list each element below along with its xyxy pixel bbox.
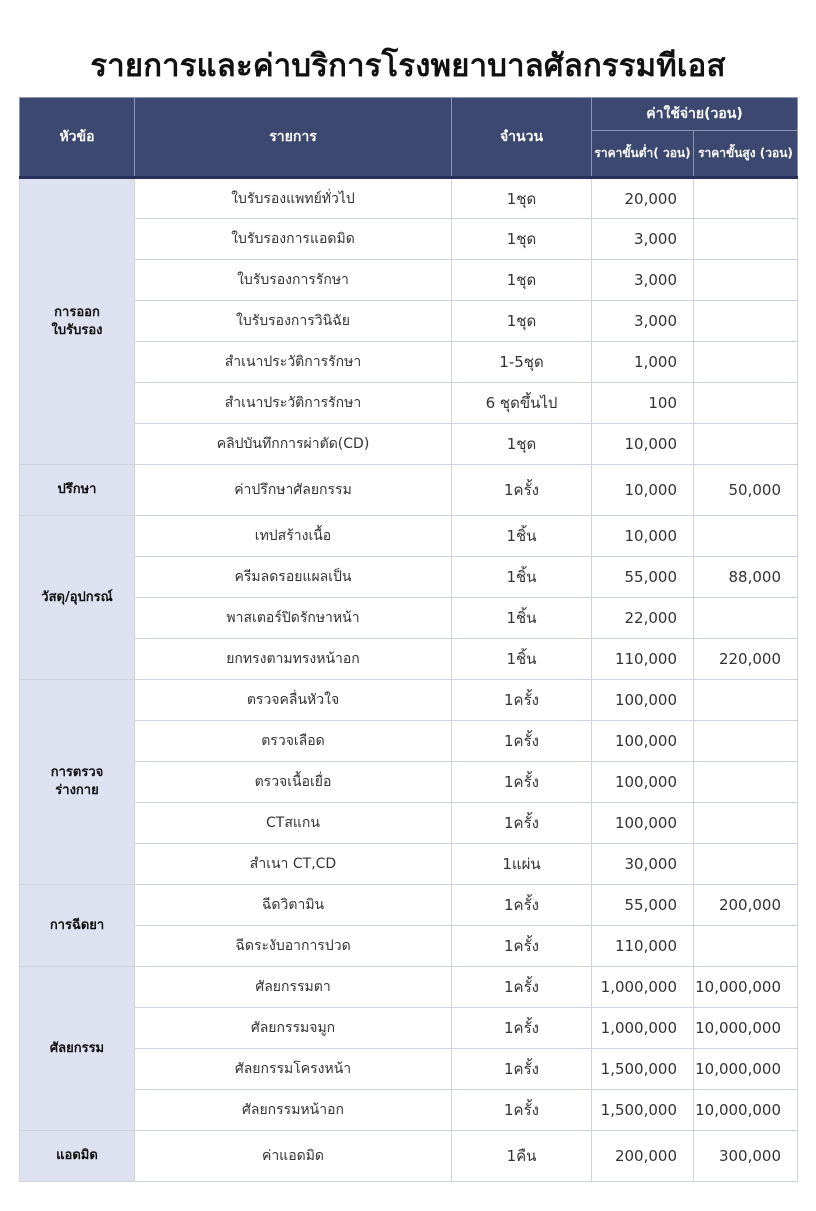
max-price-cell xyxy=(694,803,798,844)
item-cell: ศัลยกรรมจมูก xyxy=(135,1008,452,1049)
min-price-cell: 1,500,000 xyxy=(592,1049,694,1090)
min-price-cell: 1,000 xyxy=(592,342,694,383)
quantity-cell: 1ชิ้น xyxy=(452,598,592,639)
min-price-cell: 3,000 xyxy=(592,260,694,301)
min-price-cell: 1,000,000 xyxy=(592,1008,694,1049)
min-price-cell: 3,000 xyxy=(592,301,694,342)
page-title: รายการและค่าบริการโรงพยาบาลศัลกรรมทีเอส xyxy=(90,48,726,84)
quantity-cell: 1ครั้ง xyxy=(452,926,592,967)
quantity-cell: 1ชิ้น xyxy=(452,516,592,557)
max-price-cell xyxy=(694,301,798,342)
category-cell: การออก ใบรับรอง xyxy=(20,178,135,465)
item-cell: ใบรับรองการแอดมิด xyxy=(135,219,452,260)
item-cell: CTสแกน xyxy=(135,803,452,844)
min-price-cell: 10,000 xyxy=(592,516,694,557)
min-price-cell: 55,000 xyxy=(592,557,694,598)
min-price-cell: 100 xyxy=(592,383,694,424)
item-cell: ศัลยกรรมหน้าอก xyxy=(135,1090,452,1131)
quantity-cell: 1แผ่น xyxy=(452,844,592,885)
table-row xyxy=(20,178,798,219)
min-price-cell: 100,000 xyxy=(592,721,694,762)
max-price-cell: 220,000 xyxy=(694,639,798,680)
table-body xyxy=(20,178,798,1182)
max-price-cell: 300,000 xyxy=(694,1131,798,1182)
table-row xyxy=(20,260,798,301)
header-min-price: ราคาขั้นต่ำ( วอน) xyxy=(592,131,694,178)
item-cell: ตรวจคลื่นหัวใจ xyxy=(135,680,452,721)
max-price-cell xyxy=(694,260,798,301)
table-row xyxy=(20,967,798,1008)
table-row xyxy=(20,342,798,383)
item-cell: สำเนาประวัติการรักษา xyxy=(135,383,452,424)
table-row xyxy=(20,762,798,803)
quantity-cell: 1ครั้ง xyxy=(452,885,592,926)
item-cell: ฉีดระงับอาการปวด xyxy=(135,926,452,967)
category-cell: การฉีดยา xyxy=(20,885,135,967)
max-price-cell: 10,000,000 xyxy=(694,1008,798,1049)
max-price-cell: 88,000 xyxy=(694,557,798,598)
table-row xyxy=(20,1131,798,1182)
item-cell: ใบรับรองการวินิฉัย xyxy=(135,301,452,342)
item-cell: ค่าปรึกษาศัลยกรรม xyxy=(135,465,452,516)
table-row xyxy=(20,301,798,342)
table-row xyxy=(20,424,798,465)
max-price-cell: 10,000,000 xyxy=(694,1049,798,1090)
category-cell: ศัลยกรรม xyxy=(20,967,135,1131)
quantity-cell: 1ครั้ง xyxy=(452,721,592,762)
table-row xyxy=(20,721,798,762)
table-row xyxy=(20,557,798,598)
min-price-cell: 22,000 xyxy=(592,598,694,639)
quantity-cell: 1ชุด xyxy=(452,424,592,465)
max-price-cell: 50,000 xyxy=(694,465,798,516)
category-cell: การตรวจ ร่างกาย xyxy=(20,680,135,885)
item-cell: ยกทรงตามทรงหน้าอก xyxy=(135,639,452,680)
item-cell: เทปสร้างเนื้อ xyxy=(135,516,452,557)
item-cell: ใบรับรองแพทย์ทั่วไป xyxy=(135,178,452,219)
table-row xyxy=(20,885,798,926)
min-price-cell: 10,000 xyxy=(592,424,694,465)
item-cell: ใบรับรองการรักษา xyxy=(135,260,452,301)
max-price-cell xyxy=(694,721,798,762)
min-price-cell: 110,000 xyxy=(592,639,694,680)
table-row xyxy=(20,516,798,557)
quantity-cell: 1ครั้ง xyxy=(452,1090,592,1131)
quantity-cell: 1ครั้ง xyxy=(452,465,592,516)
min-price-cell: 1,000,000 xyxy=(592,967,694,1008)
quantity-cell: 1ชุด xyxy=(452,219,592,260)
item-cell: สำเนา CT,CD xyxy=(135,844,452,885)
category-cell: แอดมิด xyxy=(20,1131,135,1182)
min-price-cell: 10,000 xyxy=(592,465,694,516)
min-price-cell: 1,500,000 xyxy=(592,1090,694,1131)
min-price-cell: 100,000 xyxy=(592,762,694,803)
quantity-cell: 1ครั้ง xyxy=(452,762,592,803)
header-quantity: จำนวน xyxy=(452,98,592,178)
min-price-cell: 3,000 xyxy=(592,219,694,260)
quantity-cell: 1ครั้ง xyxy=(452,680,592,721)
category-cell: วัสดุ/อุปกรณ์ xyxy=(20,516,135,680)
quantity-cell: 1ครั้ง xyxy=(452,1049,592,1090)
max-price-cell xyxy=(694,219,798,260)
max-price-cell xyxy=(694,926,798,967)
min-price-cell: 100,000 xyxy=(592,680,694,721)
table-row xyxy=(20,680,798,721)
quantity-cell: 6 ชุดขึ้นไป xyxy=(452,383,592,424)
quantity-cell: 1ชุด xyxy=(452,260,592,301)
max-price-cell xyxy=(694,424,798,465)
table-row xyxy=(20,803,798,844)
table-row xyxy=(20,598,798,639)
table-row xyxy=(20,383,798,424)
price-table xyxy=(19,97,798,1182)
max-price-cell: 200,000 xyxy=(694,885,798,926)
item-cell: ตรวจเนื้อเยื่อ xyxy=(135,762,452,803)
table-row xyxy=(20,639,798,680)
item-cell: พาสเตอร์ปิดรักษาหน้า xyxy=(135,598,452,639)
min-price-cell: 30,000 xyxy=(592,844,694,885)
min-price-cell: 20,000 xyxy=(592,178,694,219)
table-row xyxy=(20,1049,798,1090)
item-cell: ฉีดวิตามิน xyxy=(135,885,452,926)
max-price-cell xyxy=(694,342,798,383)
quantity-cell: 1ครั้ง xyxy=(452,803,592,844)
quantity-cell: 1-5ชุด xyxy=(452,342,592,383)
item-cell: คลิปบันทึกการผ่าตัด(CD) xyxy=(135,424,452,465)
max-price-cell xyxy=(694,178,798,219)
item-cell: ครีมลดรอยแผลเป็น xyxy=(135,557,452,598)
item-cell: ศัลยกรรมโครงหน้า xyxy=(135,1049,452,1090)
table-header xyxy=(20,98,798,178)
item-cell: ศัลยกรรมตา xyxy=(135,967,452,1008)
item-cell: ตรวจเลือด xyxy=(135,721,452,762)
max-price-cell: 10,000,000 xyxy=(694,967,798,1008)
max-price-cell xyxy=(694,844,798,885)
item-cell: ค่าแอดมิด xyxy=(135,1131,452,1182)
min-price-cell: 100,000 xyxy=(592,803,694,844)
header-max-price: ราคาขั้นสูง (วอน) xyxy=(694,131,798,178)
quantity-cell: 1ชุด xyxy=(452,301,592,342)
table-row xyxy=(20,465,798,516)
quantity-cell: 1คืน xyxy=(452,1131,592,1182)
table-row xyxy=(20,1008,798,1049)
table-row xyxy=(20,219,798,260)
max-price-cell xyxy=(694,598,798,639)
max-price-cell xyxy=(694,762,798,803)
quantity-cell: 1ชิ้น xyxy=(452,557,592,598)
max-price-cell xyxy=(694,680,798,721)
quantity-cell: 1ครั้ง xyxy=(452,1008,592,1049)
max-price-cell xyxy=(694,516,798,557)
table-row xyxy=(20,844,798,885)
quantity-cell: 1ครั้ง xyxy=(452,967,592,1008)
header-item: รายการ xyxy=(135,98,452,178)
min-price-cell: 110,000 xyxy=(592,926,694,967)
table-row xyxy=(20,926,798,967)
header-cost: ค่าใช้จ่าย(วอน) xyxy=(592,98,798,131)
min-price-cell: 200,000 xyxy=(592,1131,694,1182)
header-topic: หัวข้อ xyxy=(20,98,135,178)
quantity-cell: 1ชุด xyxy=(452,178,592,219)
table-row xyxy=(20,1090,798,1131)
item-cell: สำเนาประวัติการรักษา xyxy=(135,342,452,383)
max-price-cell: 10,000,000 xyxy=(694,1090,798,1131)
max-price-cell xyxy=(694,383,798,424)
min-price-cell: 55,000 xyxy=(592,885,694,926)
quantity-cell: 1ชิ้น xyxy=(452,639,592,680)
category-cell: ปรึกษา xyxy=(20,465,135,516)
